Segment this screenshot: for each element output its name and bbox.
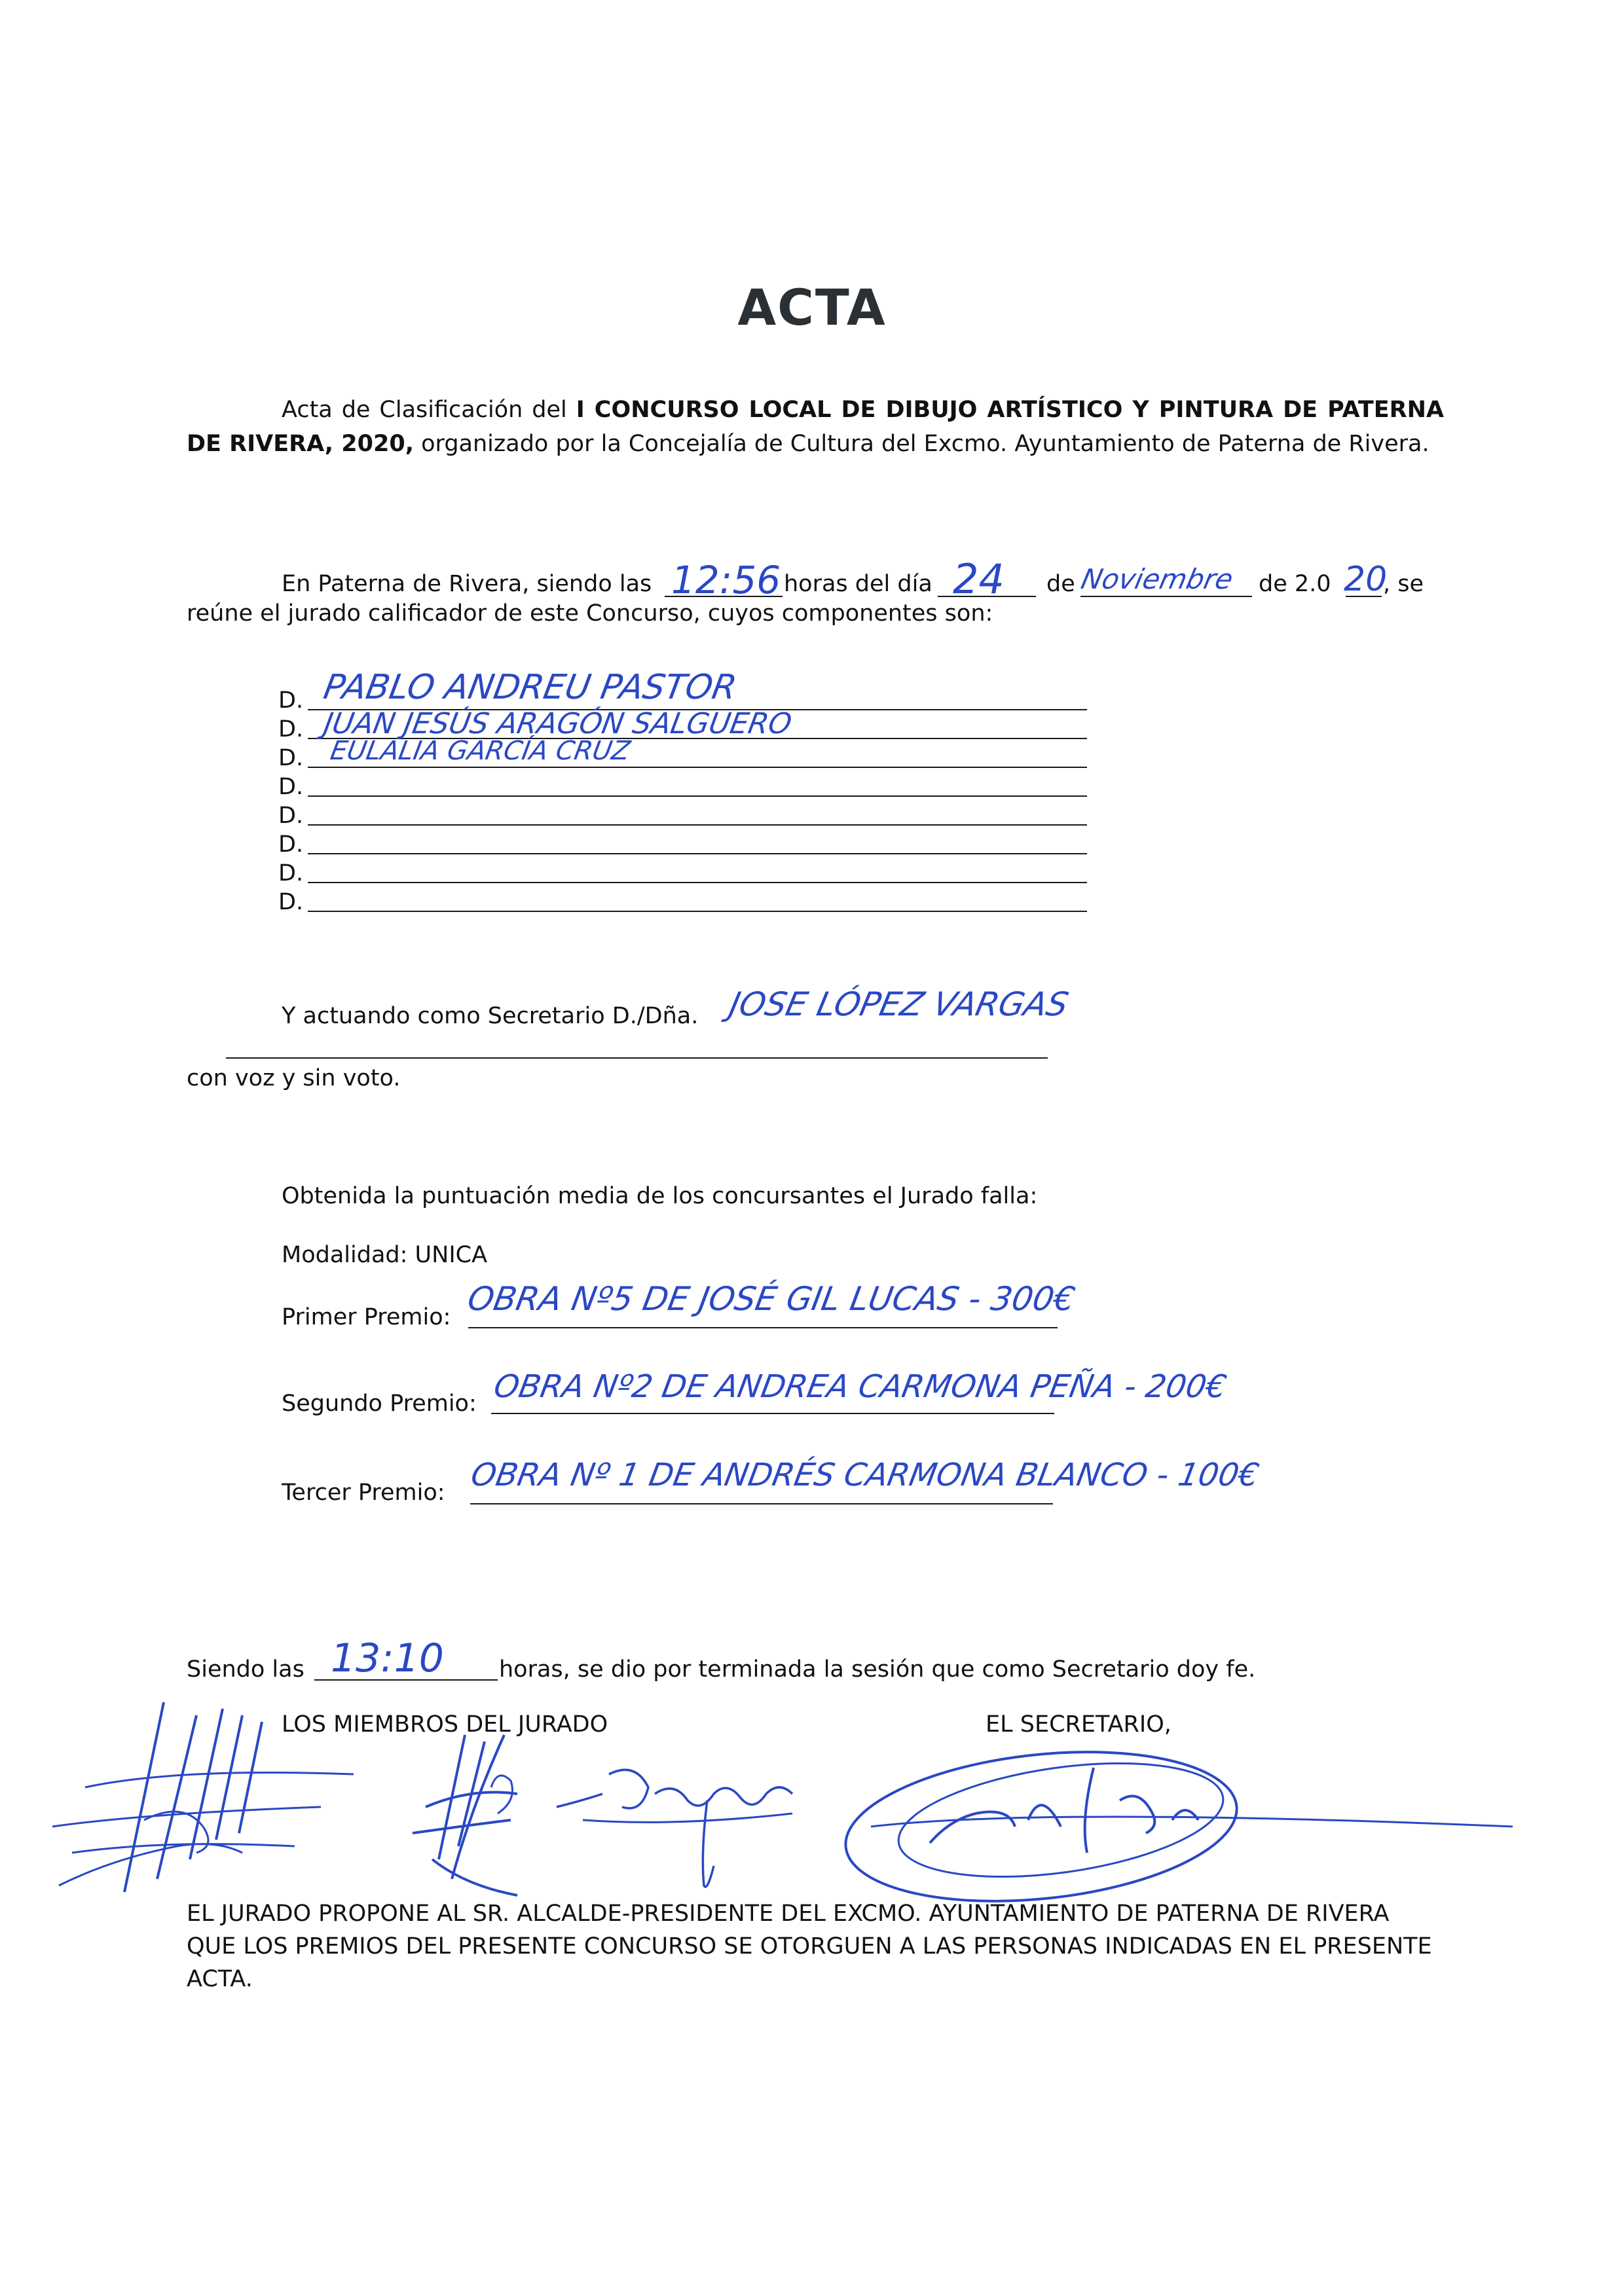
proposal-text: EL JURADO PROPONE AL SR. ALCALDE-PRESIDENTE DEL EXCMO. AYUNTAMIENTO DE PATERNA DE RIVERA QUE LOS PREMIOS DEL PRESENTE CONCURSO SE OTORGUEN A LAS PERSONAS INDICADAS EN EL PRESENTE ACTA.: [187, 1901, 1432, 1992]
jury-prefix: D.: [278, 889, 304, 915]
meeting-text-1: En Paterna de Rivera, siendo las: [282, 571, 652, 597]
jury-line: [308, 882, 1087, 883]
jury-prefix: D.: [278, 745, 304, 771]
prize-line: [491, 1413, 1054, 1414]
prize-label: Primer Premio:: [282, 1304, 451, 1330]
prize-line: [468, 1327, 1058, 1328]
jury-signature-1: [46, 1689, 386, 1905]
modality: Modalidad: UNICA: [282, 1242, 488, 1268]
jury-member: JUAN JESÚS ARAGÓN SALGUERO: [321, 707, 794, 740]
jury-prefix: D.: [278, 803, 304, 829]
month-value: Noviembre: [1078, 563, 1236, 595]
prize-value: OBRA Nº2 DE ANDREA CARMONA PEÑA - 200€: [491, 1368, 1230, 1405]
jury-line: [308, 795, 1087, 797]
day-value: 24: [953, 555, 1005, 603]
jury-line: [308, 767, 1087, 768]
secretary-name: JOSE LÓPEZ VARGAS: [726, 985, 1072, 1023]
secretary-signature: [845, 1728, 1519, 1925]
jury-member: EULALIA GARCÍA CRUZ: [327, 736, 633, 766]
closing-time: 13:10: [331, 1635, 444, 1681]
meeting-text-5: , se: [1383, 571, 1424, 597]
jury-prefix: D.: [278, 860, 304, 886]
meeting-text-4: de 2.0: [1259, 571, 1331, 597]
hour-value: 12:56: [671, 558, 781, 602]
secretary-signature-label: EL SECRETARIO,: [986, 1711, 1172, 1738]
jury-prefix: D.: [278, 716, 304, 742]
intro-text-2: organizado por la Concejalía de Cultura del Excmo. Ayuntamiento de Paterna de Rivera.: [414, 431, 1430, 457]
intro-paragraph: [187, 393, 1444, 461]
results-intro: Obtenida la puntuación media de los concursantes el Jurado falla:: [282, 1183, 1038, 1209]
closing-text-1: Siendo las: [187, 1656, 304, 1683]
jury-line: [308, 824, 1087, 826]
contest-name: I CONCURSO LOCAL DE DIBUJO ARTÍSTICO Y PINTURA DE PATERNA DE RIVERA, 2020,: [187, 397, 1444, 457]
jury-prefix: D.: [278, 687, 304, 714]
jury-line: [308, 911, 1087, 912]
secretary-label: Y actuando como Secretario D./Dña.: [282, 1003, 699, 1029]
jury-signatures-label: LOS MIEMBROS DEL JURADO: [282, 1711, 608, 1738]
prize-label: Segundo Premio:: [282, 1391, 477, 1417]
prize-value: OBRA Nº 1 DE ANDRÉS CARMONA BLANCO - 100€: [468, 1457, 1262, 1493]
prize-value: OBRA Nº5 DE JOSÉ GIL LUCAS - 300€: [464, 1280, 1079, 1318]
meeting-text-2: horas del día: [784, 571, 932, 597]
prize-label: Tercer Premio:: [282, 1480, 445, 1506]
intro-text-1: Acta de Clasificación del: [282, 397, 576, 423]
document-title: ACTA: [737, 278, 887, 337]
meeting-text-3: de: [1046, 571, 1075, 597]
meeting-text-line2: reúne el jurado calificador de este Concurso, cuyos componentes son:: [187, 600, 993, 627]
secretary-line: [226, 1057, 1048, 1059]
jury-member: PABLO ANDREU PASTOR: [320, 668, 740, 707]
jury-line: [308, 853, 1087, 854]
secretary-suffix: con voz y sin voto.: [187, 1065, 401, 1091]
jury-signature-3: [544, 1735, 805, 1892]
jury-prefix: D.: [278, 774, 304, 800]
year-value: 20: [1344, 560, 1388, 599]
prize-line: [470, 1503, 1053, 1504]
jury-prefix: D.: [278, 831, 304, 858]
closing-text-2: horas, se dio por terminada la sesión que como Secretario doy fe.: [499, 1656, 1256, 1683]
month-line: [1080, 596, 1252, 597]
jury-signature-2: [386, 1728, 557, 1899]
